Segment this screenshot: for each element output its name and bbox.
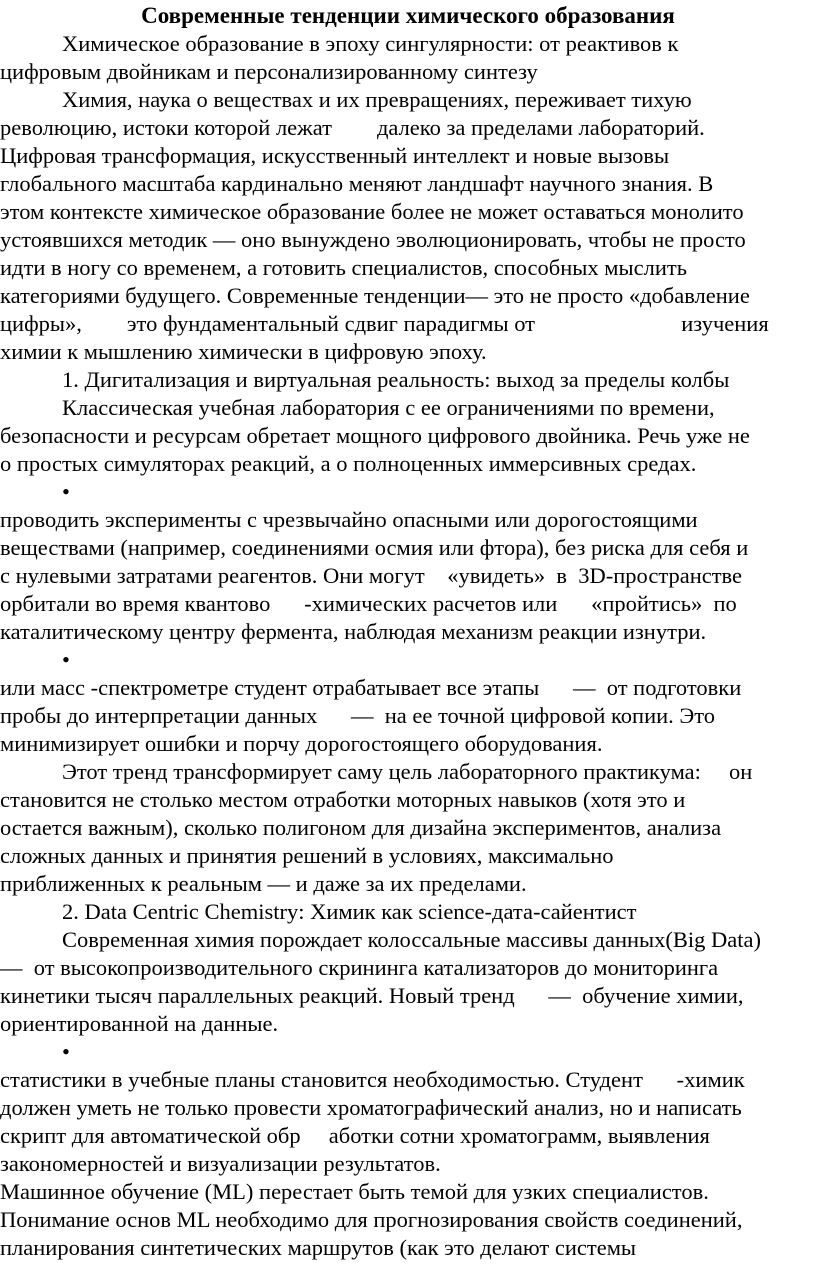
text-line: скрипт для автоматической обр аботки сотни хроматограмм, выявления <box>0 1123 710 1148</box>
text-line: каталитическому центру фермента, наблюдая механизм реакции изнутри. <box>0 619 707 644</box>
text-line: безопасности и ресурсам обретает мощного цифрового двойника. Речь уже не <box>0 423 750 448</box>
text-line: становится не столько местом отработки моторных навыков (хотя это и <box>0 787 686 812</box>
text-line: Классическая учебная лаборатория с ее ограничениями по времени, <box>62 395 715 420</box>
text-line: глобального масштаба кардинально меняют ландшафт научного знания. В <box>0 171 714 196</box>
text-line: Цифровая трансформация, искусственный интеллект и новые вызовы <box>0 143 670 168</box>
text-line: или масс -спектрометре студент отрабатывает все этапы — от подготовки <box>0 675 742 700</box>
text-line: сложных данных и принятия решений в условиях, максимально <box>0 843 614 868</box>
section-heading: 2. Data Centric Chemistry: Химик как science-дата-сайентист <box>62 899 637 924</box>
text-line: устоявшихся методик — оно вынуждено эволюционировать, чтобы не просто <box>0 227 746 252</box>
text-line: Этот тренд трансформирует саму цель лабораторного практикума: он <box>62 759 753 784</box>
text-line: идти в ногу со временем, а готовить специалистов, способных мыслить <box>0 255 687 280</box>
text-line: пробы до интерпретации данных — на ее точной цифровой копии. Это <box>0 703 716 728</box>
text-line: остается важным), сколько полигоном для дизайна экспериментов, анализа <box>0 815 722 840</box>
document-title: Современные тенденции химического образования <box>141 3 675 28</box>
bullet-item <box>0 646 816 674</box>
bullet-icon: • <box>62 1039 70 1064</box>
text-line: веществами (например, соединениями осмия или фтора), без риска для себя и <box>0 535 749 560</box>
text-line: Машинное обучение (ML) перестает быть темой для узких специалистов. <box>0 1179 709 1204</box>
text-line: с нулевыми затратами реагентов. Они могут «увидеть» в 3D-пространстве <box>0 563 743 588</box>
text-line: статистики в учебные планы становится необходимостью. Студент -химик <box>0 1067 745 1092</box>
text-line: Химическое образование в эпоху сингулярности: от реактивов к <box>62 31 679 56</box>
text-line: этом контексте химическое образование более не может оставаться монолито <box>0 199 744 224</box>
bullet-icon: • <box>62 479 70 504</box>
text-line: планирования синтетических маршрутов (как это делают системы <box>0 1235 637 1260</box>
bullet-item <box>0 1038 816 1066</box>
text-line: Понимание основ ML необходимо для прогнозирования свойств соединений, <box>0 1207 743 1232</box>
text-line: Современная химия порождает колоссальные массивы данных(Big Data) <box>62 927 761 952</box>
section-heading: 1. Дигитализация и виртуальная реальность: выход за пределы колбы <box>62 367 730 392</box>
text-line: приближенных к реальным — и даже за их пределами. <box>0 871 527 896</box>
bullet-icon: • <box>62 647 70 672</box>
text-line: категориями будущего. Современные тенденции— это не просто «добавление <box>0 283 750 308</box>
text-line: цифры», это фундаментальный сдвиг парадигмы от изучения <box>0 311 769 336</box>
text-line: цифровым двойникам и персонализированному синтезу <box>0 59 538 84</box>
text-line: революцию, истоки которой лежат далеко за пределами лабораторий. <box>0 115 705 140</box>
text-line: проводить эксперименты с чрезвычайно опасными или дорогостоящими <box>0 507 698 532</box>
text-line: кинетики тысяч параллельных реакций. Новый тренд — обучение химии, <box>0 983 744 1008</box>
text-line: — от высокопроизводительного скрининга катализаторов до мониторинга <box>0 955 719 980</box>
bullet-item <box>0 478 816 506</box>
text-line: минимизирует ошибки и порчу дорогостоящего оборудования. <box>0 731 603 756</box>
text-line: закономерностей и визуализации результатов. <box>0 1151 441 1176</box>
text-line: химии к мышлению химически в цифровую эпоху. <box>0 339 487 364</box>
text-line: о простых симуляторах реакций, а о полноценных иммерсивных средах. <box>0 451 697 476</box>
text-line: Химия, наука о веществах и их превращениях, переживает тихую <box>62 87 692 112</box>
text-line: орбитали во время квантово -химических расчетов или «пройтись» по <box>0 591 737 616</box>
text-line: ориентированной на данные. <box>0 1011 279 1036</box>
text-line: должен уметь не только провести хроматографический анализ, но и написать <box>0 1095 742 1120</box>
